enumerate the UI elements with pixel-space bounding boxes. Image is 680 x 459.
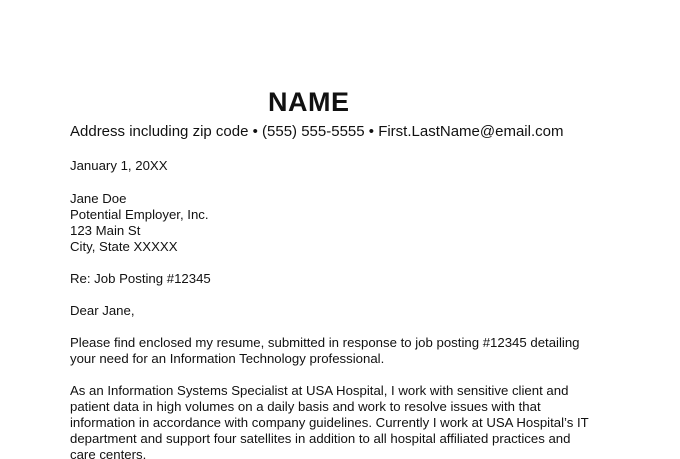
subject-line: Re: Job Posting #12345: [70, 271, 211, 286]
paragraph-line: As an Information Systems Specialist at USA Hospital, I work with sensitive client and: [70, 383, 569, 398]
letter-date: January 1, 20XX: [70, 158, 168, 173]
paragraph-line: patient data in high volumes on a daily basis and work to resolve issues with that: [70, 399, 541, 414]
recipient-name: Jane Doe: [70, 191, 127, 206]
body-paragraph-1: [70, 335, 630, 367]
contact-info-line: Address including zip code • (555) 555-5555 • First.LastName@email.com: [70, 123, 564, 140]
paragraph-line: care centers.: [70, 447, 147, 459]
paragraph-line: Please find enclosed my resume, submitted in response to job posting #12345 detailing: [70, 335, 580, 350]
applicant-name-heading: NAME: [268, 87, 350, 117]
paragraph-line: your need for an Information Technology professional.: [70, 351, 385, 366]
body-paragraph-2: [70, 383, 630, 459]
salutation: Dear Jane,: [70, 303, 135, 318]
recipient-street: 123 Main St: [70, 223, 141, 238]
paragraph-line: information in accordance with company guidelines. Currently I work at USA Hospital’s IT: [70, 415, 589, 430]
paragraph-line: department and support four satellites in addition to all hospital affiliated practices and: [70, 431, 571, 446]
recipient-company: Potential Employer, Inc.: [70, 207, 209, 222]
recipient-city: City, State XXXXX: [70, 239, 178, 254]
